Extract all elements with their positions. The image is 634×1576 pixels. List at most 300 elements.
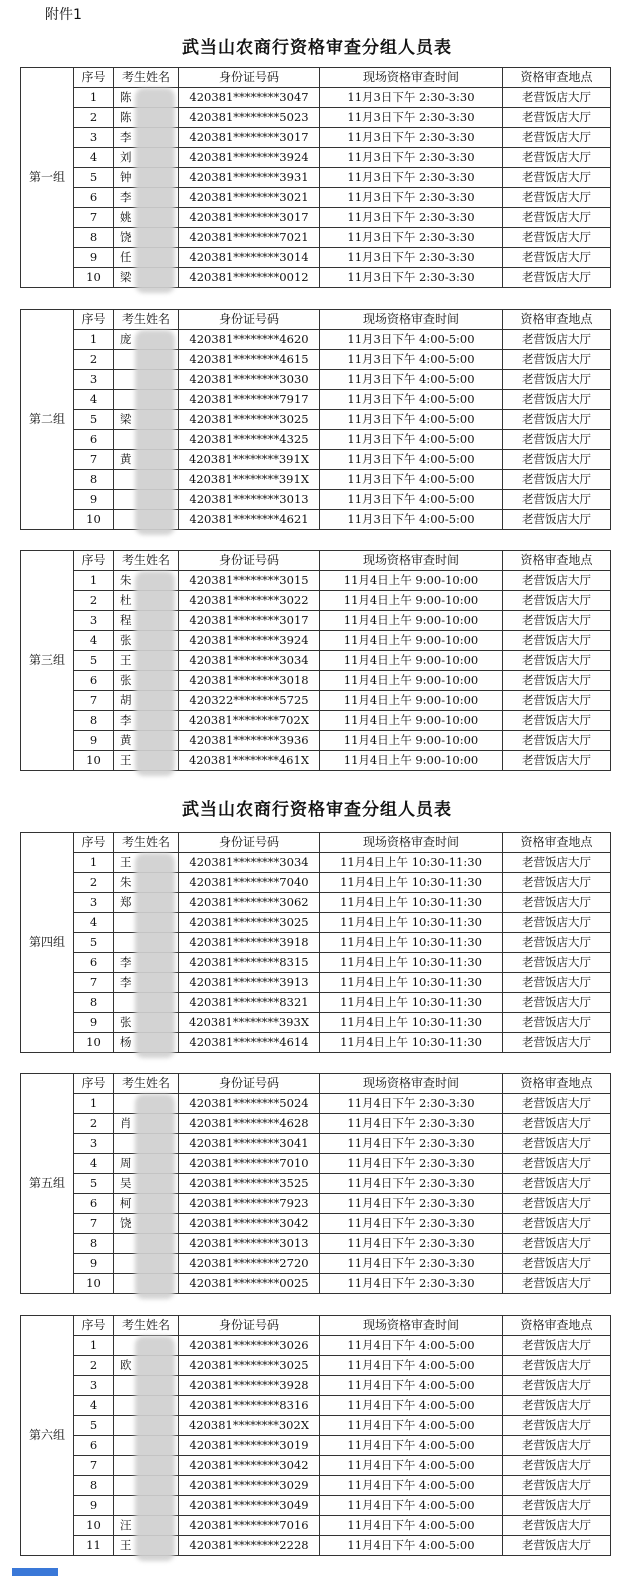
table-row <box>21 853 611 873</box>
column-header-review-time: 现场资格审查时间 <box>320 68 503 88</box>
review-location: 老营饭店大厅 <box>503 933 611 953</box>
row-number: 8 <box>74 1234 114 1254</box>
candidate-name: 梁 <box>114 410 179 430</box>
review-time: 11月4日上午 10:30-11:30 <box>320 1013 503 1033</box>
table-row <box>21 108 611 128</box>
row-number: 1 <box>74 88 114 108</box>
id-number: 420381********3062 <box>179 893 320 913</box>
id-number: 420381********3042 <box>179 1456 320 1476</box>
id-number: 420381********3924 <box>179 148 320 168</box>
review-time: 11月4日下午 2:30-3:30 <box>320 1194 503 1214</box>
review-time: 11月4日上午 10:30-11:30 <box>320 953 503 973</box>
table-row <box>21 330 611 350</box>
id-number: 420381********8316 <box>179 1396 320 1416</box>
review-location: 老营饭店大厅 <box>503 1336 611 1356</box>
privacy-blur-mask <box>135 1336 175 1561</box>
table-row <box>21 1094 611 1114</box>
candidate-name: 王 <box>114 751 179 771</box>
candidate-name: 柯 <box>114 1194 179 1214</box>
column-header-review-time: 现场资格审查时间 <box>320 310 503 330</box>
page-title-second: 武当山农商行资格审查分组人员表 <box>182 800 452 820</box>
review-time: 11月4日下午 2:30-3:30 <box>320 1134 503 1154</box>
table-row <box>21 268 611 288</box>
table-row <box>21 1356 611 1376</box>
group-table-6 <box>20 1315 611 1556</box>
row-number: 4 <box>74 148 114 168</box>
row-number: 10 <box>74 1033 114 1053</box>
table-row <box>21 1114 611 1134</box>
column-header-id-number: 身份证号码 <box>179 551 320 571</box>
table-row <box>21 1033 611 1053</box>
id-number: 420381********7040 <box>179 873 320 893</box>
table-header-row <box>21 551 611 571</box>
review-location: 老营饭店大厅 <box>503 1496 611 1516</box>
candidate-name: 李 <box>114 711 179 731</box>
id-number: 420381********3029 <box>179 1476 320 1496</box>
privacy-blur-mask <box>135 1094 175 1299</box>
review-location: 老营饭店大厅 <box>503 631 611 651</box>
column-header-review-time: 现场资格审查时间 <box>320 1316 503 1336</box>
candidate-name: 黄 <box>114 450 179 470</box>
table-row <box>21 430 611 450</box>
review-location: 老营饭店大厅 <box>503 671 611 691</box>
privacy-blur-mask <box>135 330 175 535</box>
id-number: 420381********3014 <box>179 248 320 268</box>
review-time: 11月4日上午 10:30-11:30 <box>320 933 503 953</box>
review-time: 11月3日下午 2:30-3:30 <box>320 148 503 168</box>
column-header-row-number: 序号 <box>74 68 114 88</box>
row-number: 7 <box>74 691 114 711</box>
table-row <box>21 248 611 268</box>
table-row <box>21 933 611 953</box>
table-row <box>21 88 611 108</box>
review-location: 老营饭店大厅 <box>503 1033 611 1053</box>
group-name: 第三组 <box>21 551 74 771</box>
row-number: 1 <box>74 853 114 873</box>
candidate-name: 张 <box>114 631 179 651</box>
table-row <box>21 1274 611 1294</box>
review-location: 老营饭店大厅 <box>503 1416 611 1436</box>
candidate-name: 饶 <box>114 228 179 248</box>
review-location: 老营饭店大厅 <box>503 1094 611 1114</box>
id-number: 420381********302X <box>179 1416 320 1436</box>
group-table-3 <box>20 550 611 771</box>
column-header-review-time: 现场资格审查时间 <box>320 1074 503 1094</box>
table-row <box>21 1436 611 1456</box>
id-number: 420381********3042 <box>179 1214 320 1234</box>
review-time: 11月3日下午 2:30-3:30 <box>320 168 503 188</box>
row-number: 6 <box>74 188 114 208</box>
review-location: 老营饭店大厅 <box>503 1174 611 1194</box>
group-name: 第六组 <box>21 1316 74 1556</box>
review-time: 11月3日下午 4:00-5:00 <box>320 510 503 530</box>
review-location: 老营饭店大厅 <box>503 571 611 591</box>
review-time: 11月3日下午 4:00-5:00 <box>320 470 503 490</box>
review-time: 11月4日上午 9:00-10:00 <box>320 611 503 631</box>
review-time: 11月4日上午 9:00-10:00 <box>320 631 503 651</box>
id-number: 420381********3931 <box>179 168 320 188</box>
review-time: 11月4日上午 9:00-10:00 <box>320 731 503 751</box>
table-row <box>21 571 611 591</box>
id-number: 420381********3025 <box>179 1356 320 1376</box>
column-header-row-number: 序号 <box>74 833 114 853</box>
id-number: 420381********4620 <box>179 330 320 350</box>
table-row <box>21 1536 611 1556</box>
review-location: 老营饭店大厅 <box>503 711 611 731</box>
id-number: 420381********7021 <box>179 228 320 248</box>
column-header-review-location: 资格审查地点 <box>503 551 611 571</box>
review-location: 老营饭店大厅 <box>503 1476 611 1496</box>
review-time: 11月4日上午 10:30-11:30 <box>320 973 503 993</box>
table-row <box>21 350 611 370</box>
row-number: 1 <box>74 330 114 350</box>
table-row <box>21 148 611 168</box>
group-table-2 <box>20 309 611 530</box>
id-number: 420381********3936 <box>179 731 320 751</box>
review-time: 11月3日下午 4:00-5:00 <box>320 350 503 370</box>
row-number: 10 <box>74 510 114 530</box>
row-number: 9 <box>74 1496 114 1516</box>
review-location: 老营饭店大厅 <box>503 1376 611 1396</box>
row-number: 8 <box>74 711 114 731</box>
column-header-id-number: 身份证号码 <box>179 1074 320 1094</box>
candidate-name: 李 <box>114 973 179 993</box>
group-table-1 <box>20 67 611 288</box>
id-number: 420381********4325 <box>179 430 320 450</box>
id-number: 420381********2720 <box>179 1254 320 1274</box>
review-time: 11月4日上午 9:00-10:00 <box>320 751 503 771</box>
review-time: 11月3日下午 2:30-3:30 <box>320 88 503 108</box>
candidate-name: 王 <box>114 1536 179 1556</box>
table-header-row <box>21 68 611 88</box>
review-location: 老营饭店大厅 <box>503 1114 611 1134</box>
review-location: 老营饭店大厅 <box>503 168 611 188</box>
review-time: 11月4日下午 4:00-5:00 <box>320 1516 503 1536</box>
review-location: 老营饭店大厅 <box>503 370 611 390</box>
table-row <box>21 1376 611 1396</box>
table-row <box>21 913 611 933</box>
row-number: 5 <box>74 1416 114 1436</box>
review-location: 老营饭店大厅 <box>503 913 611 933</box>
review-location: 老营饭店大厅 <box>503 1536 611 1556</box>
table-row <box>21 1396 611 1416</box>
review-location: 老营饭店大厅 <box>503 993 611 1013</box>
review-location: 老营饭店大厅 <box>503 893 611 913</box>
id-number: 420381********5023 <box>179 108 320 128</box>
id-number: 420381********8315 <box>179 953 320 973</box>
column-header-review-location: 资格审查地点 <box>503 1316 611 1336</box>
id-number: 420381********3928 <box>179 1376 320 1396</box>
row-number: 8 <box>74 470 114 490</box>
id-number: 420381********4615 <box>179 350 320 370</box>
review-time: 11月3日下午 4:00-5:00 <box>320 390 503 410</box>
table-row <box>21 1416 611 1436</box>
row-number: 5 <box>74 168 114 188</box>
id-number: 420381********391X <box>179 470 320 490</box>
review-time: 11月4日下午 4:00-5:00 <box>320 1456 503 1476</box>
id-number: 420381********3041 <box>179 1134 320 1154</box>
id-number: 420381********7917 <box>179 390 320 410</box>
table-row <box>21 510 611 530</box>
id-number: 420381********3018 <box>179 671 320 691</box>
candidate-name: 张 <box>114 1013 179 1033</box>
table-row <box>21 470 611 490</box>
candidate-name: 王 <box>114 853 179 873</box>
review-location: 老营饭店大厅 <box>503 611 611 631</box>
review-location: 老营饭店大厅 <box>503 1214 611 1234</box>
row-number: 10 <box>74 751 114 771</box>
table-row <box>21 1496 611 1516</box>
review-location: 老营饭店大厅 <box>503 128 611 148</box>
table-row <box>21 873 611 893</box>
candidate-name: 欧 <box>114 1356 179 1376</box>
column-header-candidate-name: 考生姓名 <box>114 310 179 330</box>
column-header-review-location: 资格审查地点 <box>503 68 611 88</box>
review-location: 老营饭店大厅 <box>503 591 611 611</box>
page-title: 武当山农商行资格审查分组人员表 <box>182 38 452 58</box>
review-time: 11月4日下午 2:30-3:30 <box>320 1254 503 1274</box>
table-row <box>21 1154 611 1174</box>
review-location: 老营饭店大厅 <box>503 188 611 208</box>
review-location: 老营饭店大厅 <box>503 1356 611 1376</box>
id-number: 420381********3025 <box>179 410 320 430</box>
review-location: 老营饭店大厅 <box>503 430 611 450</box>
column-header-candidate-name: 考生姓名 <box>114 833 179 853</box>
id-number: 420381********3015 <box>179 571 320 591</box>
id-number: 420381********4614 <box>179 1033 320 1053</box>
review-location: 老营饭店大厅 <box>503 873 611 893</box>
review-location: 老营饭店大厅 <box>503 1254 611 1274</box>
column-header-id-number: 身份证号码 <box>179 1316 320 1336</box>
review-location: 老营饭店大厅 <box>503 1154 611 1174</box>
row-number: 3 <box>74 611 114 631</box>
row-number: 2 <box>74 591 114 611</box>
table-row <box>21 591 611 611</box>
table-row <box>21 1336 611 1356</box>
table-row <box>21 370 611 390</box>
privacy-blur-mask <box>135 853 175 1058</box>
candidate-name: 周 <box>114 1154 179 1174</box>
review-location: 老营饭店大厅 <box>503 1396 611 1416</box>
review-time: 11月4日下午 4:00-5:00 <box>320 1376 503 1396</box>
id-number: 420381********3924 <box>179 631 320 651</box>
column-header-candidate-name: 考生姓名 <box>114 68 179 88</box>
review-time: 11月4日下午 2:30-3:30 <box>320 1234 503 1254</box>
review-time: 11月3日下午 4:00-5:00 <box>320 450 503 470</box>
id-number: 420381********3049 <box>179 1496 320 1516</box>
privacy-blur-mask <box>135 88 175 293</box>
table-row <box>21 450 611 470</box>
id-number: 420381********3021 <box>179 188 320 208</box>
row-number: 11 <box>74 1536 114 1556</box>
table-header-row <box>21 1074 611 1094</box>
table-row <box>21 1516 611 1536</box>
id-number: 420381********461X <box>179 751 320 771</box>
review-location: 老营饭店大厅 <box>503 751 611 771</box>
table-row <box>21 1456 611 1476</box>
candidate-name: 刘 <box>114 148 179 168</box>
candidate-name: 程 <box>114 611 179 631</box>
row-number: 8 <box>74 1476 114 1496</box>
candidate-name: 王 <box>114 651 179 671</box>
row-number: 2 <box>74 108 114 128</box>
review-time: 11月4日下午 2:30-3:30 <box>320 1274 503 1294</box>
review-location: 老营饭店大厅 <box>503 651 611 671</box>
id-number: 420381********0025 <box>179 1274 320 1294</box>
table-row <box>21 1194 611 1214</box>
id-number: 420381********3025 <box>179 913 320 933</box>
row-number: 10 <box>74 1516 114 1536</box>
row-number: 7 <box>74 450 114 470</box>
group-table-4 <box>20 832 611 1053</box>
review-location: 老营饭店大厅 <box>503 268 611 288</box>
review-location: 老营饭店大厅 <box>503 1234 611 1254</box>
review-location: 老营饭店大厅 <box>503 1013 611 1033</box>
row-number: 5 <box>74 1174 114 1194</box>
review-location: 老营饭店大厅 <box>503 1456 611 1476</box>
column-header-review-location: 资格审查地点 <box>503 833 611 853</box>
review-time: 11月3日下午 4:00-5:00 <box>320 430 503 450</box>
group-table-5 <box>20 1073 611 1294</box>
id-number: 420381********4628 <box>179 1114 320 1134</box>
row-number: 6 <box>74 1436 114 1456</box>
table-header-row <box>21 1316 611 1336</box>
review-time: 11月4日下午 2:30-3:30 <box>320 1154 503 1174</box>
id-number: 420381********7010 <box>179 1154 320 1174</box>
review-location: 老营饭店大厅 <box>503 228 611 248</box>
row-number: 7 <box>74 1456 114 1476</box>
column-header-id-number: 身份证号码 <box>179 68 320 88</box>
candidate-name: 任 <box>114 248 179 268</box>
column-header-review-location: 资格审查地点 <box>503 310 611 330</box>
id-number: 420381********3017 <box>179 128 320 148</box>
row-number: 9 <box>74 1013 114 1033</box>
table-row <box>21 751 611 771</box>
id-number: 420381********3525 <box>179 1174 320 1194</box>
table-row <box>21 691 611 711</box>
id-number: 420381********8321 <box>179 993 320 1013</box>
review-time: 11月4日下午 2:30-3:30 <box>320 1214 503 1234</box>
row-number: 8 <box>74 993 114 1013</box>
review-time: 11月4日上午 9:00-10:00 <box>320 651 503 671</box>
review-time: 11月4日下午 4:00-5:00 <box>320 1476 503 1496</box>
review-location: 老营饭店大厅 <box>503 470 611 490</box>
row-number: 1 <box>74 1336 114 1356</box>
row-number: 7 <box>74 208 114 228</box>
review-location: 老营饭店大厅 <box>503 1194 611 1214</box>
review-time: 11月4日上午 10:30-11:30 <box>320 993 503 1013</box>
review-location: 老营饭店大厅 <box>503 390 611 410</box>
review-time: 11月4日下午 2:30-3:30 <box>320 1174 503 1194</box>
candidate-name: 吴 <box>114 1174 179 1194</box>
review-location: 老营饭店大厅 <box>503 853 611 873</box>
review-time: 11月4日上午 10:30-11:30 <box>320 853 503 873</box>
candidate-name: 钟 <box>114 168 179 188</box>
table-row <box>21 1214 611 1234</box>
id-number: 420381********5024 <box>179 1094 320 1114</box>
review-location: 老营饭店大厅 <box>503 350 611 370</box>
group-name: 第四组 <box>21 833 74 1053</box>
table-row <box>21 893 611 913</box>
table-row <box>21 490 611 510</box>
row-number: 5 <box>74 651 114 671</box>
table-row <box>21 631 611 651</box>
id-number: 420381********3918 <box>179 933 320 953</box>
candidate-name: 朱 <box>114 873 179 893</box>
table-row <box>21 1013 611 1033</box>
id-number: 420381********3026 <box>179 1336 320 1356</box>
id-number: 420381********7923 <box>179 1194 320 1214</box>
column-header-row-number: 序号 <box>74 551 114 571</box>
table-row <box>21 731 611 751</box>
row-number: 2 <box>74 1114 114 1134</box>
review-time: 11月4日上午 10:30-11:30 <box>320 913 503 933</box>
row-number: 4 <box>74 1396 114 1416</box>
candidate-name: 肖 <box>114 1114 179 1134</box>
row-number: 3 <box>74 1376 114 1396</box>
review-time: 11月4日上午 9:00-10:00 <box>320 691 503 711</box>
review-time: 11月3日下午 4:00-5:00 <box>320 490 503 510</box>
review-time: 11月3日下午 2:30-3:30 <box>320 248 503 268</box>
review-time: 11月3日下午 2:30-3:30 <box>320 228 503 248</box>
row-number: 9 <box>74 731 114 751</box>
candidate-name: 姚 <box>114 208 179 228</box>
review-time: 11月4日下午 4:00-5:00 <box>320 1436 503 1456</box>
id-number: 420381********2228 <box>179 1536 320 1556</box>
row-number: 10 <box>74 268 114 288</box>
row-number: 4 <box>74 631 114 651</box>
review-time: 11月4日下午 2:30-3:30 <box>320 1094 503 1114</box>
review-location: 老营饭店大厅 <box>503 691 611 711</box>
review-location: 老营饭店大厅 <box>503 1516 611 1536</box>
candidate-name: 胡 <box>114 691 179 711</box>
review-location: 老营饭店大厅 <box>503 88 611 108</box>
row-number: 2 <box>74 873 114 893</box>
table-row <box>21 1234 611 1254</box>
review-location: 老营饭店大厅 <box>503 973 611 993</box>
row-number: 6 <box>74 430 114 450</box>
id-number: 420381********3034 <box>179 651 320 671</box>
candidate-name: 李 <box>114 128 179 148</box>
candidate-name: 杜 <box>114 591 179 611</box>
column-header-row-number: 序号 <box>74 1316 114 1336</box>
candidate-name: 朱 <box>114 571 179 591</box>
candidate-name: 陈 <box>114 108 179 128</box>
candidate-name: 张 <box>114 671 179 691</box>
review-location: 老营饭店大厅 <box>503 1274 611 1294</box>
scroll-indicator-tab[interactable] <box>12 1568 58 1576</box>
id-number: 420322********5725 <box>179 691 320 711</box>
row-number: 10 <box>74 1274 114 1294</box>
row-number: 8 <box>74 228 114 248</box>
table-row <box>21 611 611 631</box>
attachment-label: 附件1 <box>45 7 82 23</box>
table-row <box>21 410 611 430</box>
table-row <box>21 993 611 1013</box>
id-number: 420381********0012 <box>179 268 320 288</box>
column-header-review-time: 现场资格审查时间 <box>320 833 503 853</box>
id-number: 420381********3022 <box>179 591 320 611</box>
column-header-review-location: 资格审查地点 <box>503 1074 611 1094</box>
row-number: 3 <box>74 370 114 390</box>
row-number: 9 <box>74 490 114 510</box>
table-row <box>21 1174 611 1194</box>
table-row <box>21 711 611 731</box>
id-number: 420381********3017 <box>179 611 320 631</box>
review-location: 老营饭店大厅 <box>503 1436 611 1456</box>
review-time: 11月4日下午 4:00-5:00 <box>320 1536 503 1556</box>
id-number: 420381********4621 <box>179 510 320 530</box>
